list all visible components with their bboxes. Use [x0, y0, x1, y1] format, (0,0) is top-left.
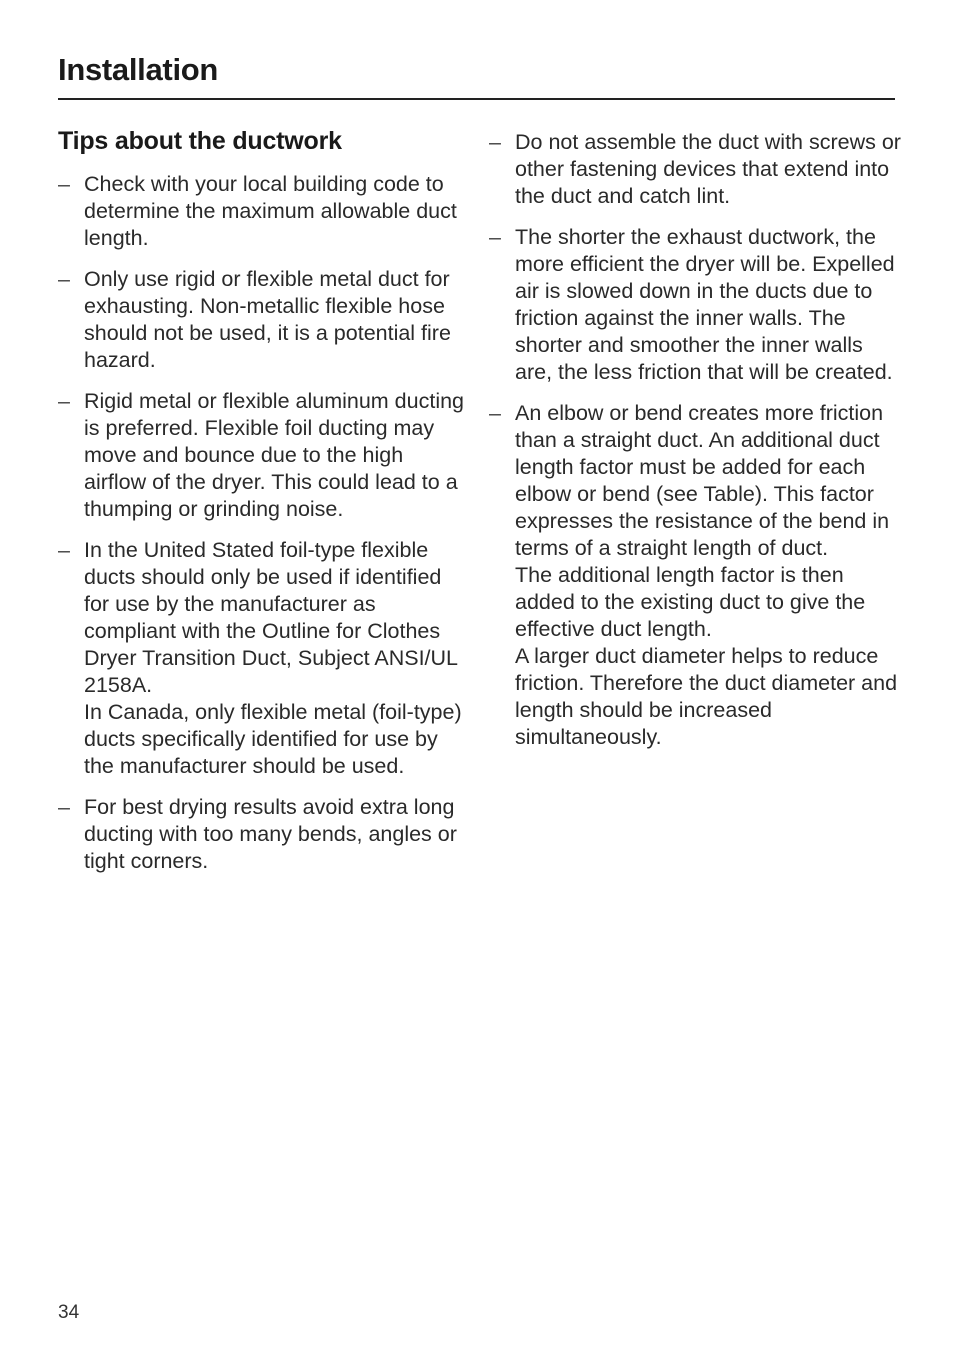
list-item-text: A larger duct diameter helps to reduce friction. Therefore the duct diameter and length should be increased simultaneously. [515, 644, 898, 749]
list-item-text: Check with your local building code to determine the maximum allowable duct length. [84, 172, 457, 250]
dash-bullet-icon: – [58, 267, 70, 291]
list-item-text: Only use rigid or flexible metal duct for exhausting. Non-metallic flexible hose should not be used, it is a potential fire hazard. [84, 267, 451, 372]
list-item [58, 171, 470, 252]
list-item-text: The shorter the exhaust ductwork, the more efficient the dryer will be. Expelled air is slowed down in the ducts due to friction against the inner walls. The shorter and smoother the inner walls are, the less friction that will be created. [515, 225, 895, 384]
dash-bullet-icon: – [58, 795, 70, 819]
list-item [58, 537, 470, 780]
list-item [489, 224, 901, 386]
dash-bullet-icon: – [489, 130, 501, 154]
list-item-text: Rigid metal or flexible aluminum ducting is preferred. Flexible foil ducting may move and bounce due to the high airflow of the dryer. This could lead to a thumping or grinding noise. [84, 389, 465, 521]
left-bullet-list [58, 171, 470, 875]
dash-bullet-icon: – [489, 225, 501, 249]
dash-bullet-icon: – [489, 401, 501, 425]
list-item-text: In the United Stated foil-type flexible ducts should only be used if identified for use by the manufacturer as compliant with the Outline for Clothes Dryer Transition Duct, Subject ANSI/UL 2158A. [84, 538, 458, 697]
dash-bullet-icon: – [58, 172, 70, 196]
list-item-text: The additional length factor is then added to the existing duct to give the effective duct length. [515, 563, 866, 641]
right-column [489, 129, 901, 765]
page-number: 34 [58, 1302, 80, 1323]
list-item-text: For best drying results avoid extra long ducting with too many bends, angles or tight corners. [84, 795, 457, 873]
dash-bullet-icon: – [58, 538, 70, 562]
list-item [58, 266, 470, 374]
left-column [58, 126, 470, 889]
list-item-text: Do not assemble the duct with screws or other fastening devices that extend into the duct and catch lint. [515, 130, 901, 208]
right-bullet-list [489, 129, 901, 751]
list-item [58, 794, 470, 875]
dash-bullet-icon: – [58, 389, 70, 413]
title-divider [58, 98, 895, 100]
page-title: Installation [58, 52, 219, 87]
list-item-text: In Canada, only flexible metal (foil-type) ducts specifically identified for use by the manufacturer should be used. [84, 700, 462, 778]
list-item [489, 129, 901, 210]
list-item [58, 388, 470, 523]
list-item [489, 400, 901, 751]
list-item-text: An elbow or bend creates more friction than a straight duct. An additional duct length factor must be added for each elbow or bend (see Table). This factor expresses the resistance of the bend in terms of a straight length of duct. [515, 401, 890, 560]
section-heading: Tips about the ductwork [58, 127, 342, 155]
